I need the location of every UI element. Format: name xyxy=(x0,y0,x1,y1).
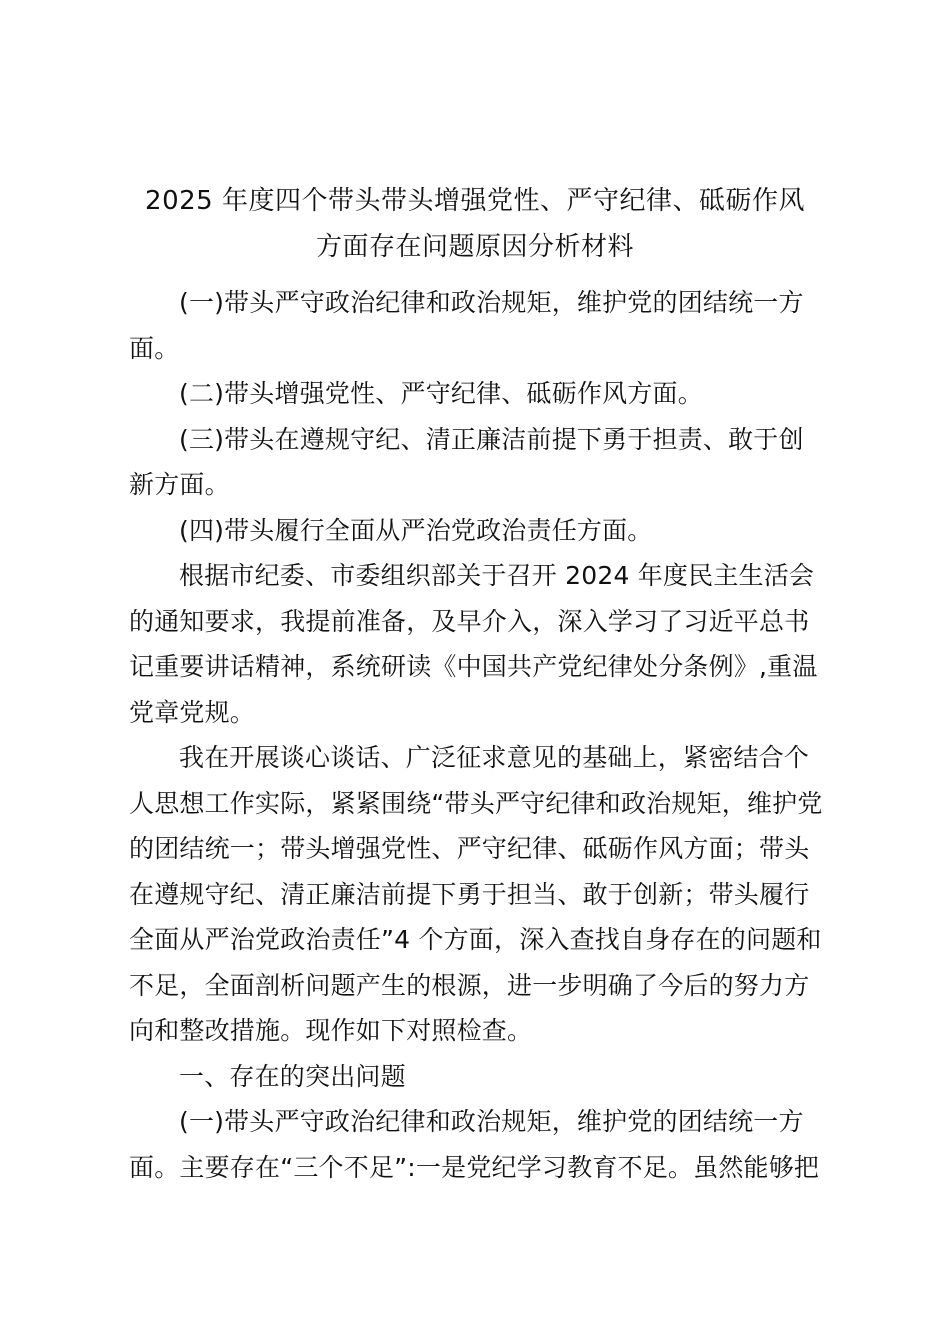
paragraph-line: 面。主要存在“三个不足”:一是党纪学习教育不足。虽然能够把 xyxy=(129,1152,820,1182)
paragraph-line: 全面从严治党政治责任”4 个方面，深入查找自身存在的问题和 xyxy=(129,925,822,954)
document-title-line-1: 2025 年度四个带头带头增强党性、严守纪律、砥砺作风 xyxy=(145,186,805,216)
paragraph-line: (一)带头严守政治纪律和政治规矩，维护党的团结统一方 xyxy=(179,1107,804,1136)
paragraph-line: 党章党规。 xyxy=(129,697,256,727)
paragraph-line: 人思想工作实际，紧紧围绕“带头严守纪律和政治规矩，维护党 xyxy=(129,788,823,818)
paragraph-line: 我在开展谈心谈话、广泛征求意见的基础上，紧密结合个 xyxy=(179,743,810,772)
document-title-line-2: 方面存在问题原因分析材料 xyxy=(315,232,634,262)
paragraph-line: (一)带头严守政治纪律和政治规矩，维护党的团结统一方 xyxy=(179,288,804,317)
paragraph-line: 新方面。 xyxy=(129,470,230,499)
paragraph-line: (三)带头在遵规守纪、清正廉洁前提下勇于担责、敢于创 xyxy=(179,424,804,454)
paragraph-line: 的通知要求，我提前准备，及早介入，深入学习了习近平总书 xyxy=(129,606,810,636)
paragraph-line: 向和整改措施。现作如下对照检查。 xyxy=(129,1016,533,1045)
paragraph-line: 面。 xyxy=(129,333,180,363)
section-heading: 一、存在的突出问题 xyxy=(179,1061,406,1091)
document-body xyxy=(129,280,829,1190)
paragraph-line: 在遵规守纪、清正廉洁前提下勇于担当、敢于创新；带头履行 xyxy=(129,879,810,909)
paragraph-line: 根据市纪委、市委组织部关于召开 2024 年度民主生活会 xyxy=(179,561,815,590)
paragraph-line: 不足，全面剖析问题产生的根源，进一步明确了今后的努力方 xyxy=(129,970,810,1000)
paragraph-line: (二)带头增强党性、严守纪律、砥砺作风方面。 xyxy=(179,379,703,408)
paragraph-line: (四)带头履行全面从严治党政治责任方面。 xyxy=(179,515,653,545)
paragraph-line: 的团结统一；带头增强党性、严守纪律、砥砺作风方面；带头 xyxy=(129,834,810,863)
paragraph-line: 记重要讲话精神，系统研读《中国共产党纪律处分条例》,重温 xyxy=(129,652,818,681)
